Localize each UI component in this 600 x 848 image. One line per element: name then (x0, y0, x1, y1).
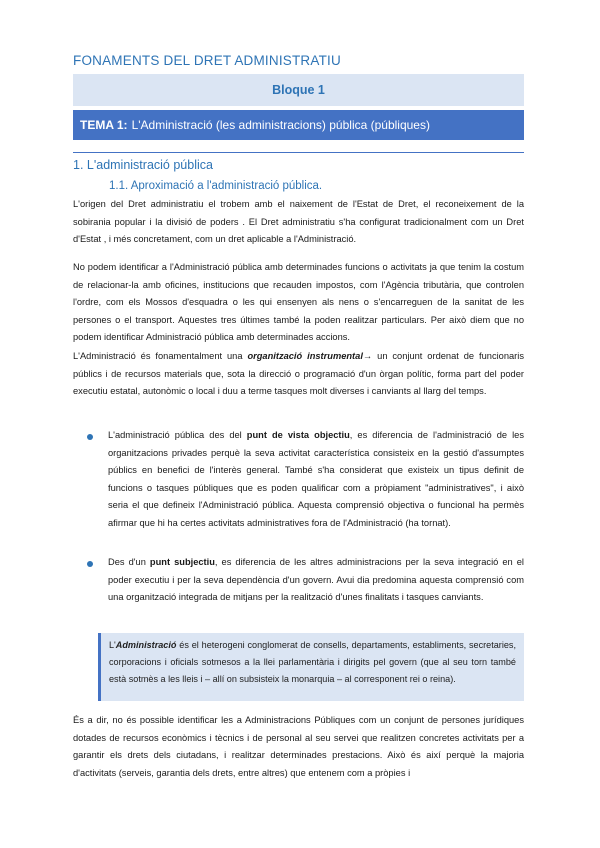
section-subheading: 1.1. Aproximació a l'administració pública. (109, 180, 323, 192)
callout-text: és el heterogeni conglomerat de consells, departaments, establiments, secretaries, corporacions i oficials sotmesos a la llei parlamentària i dirigits pel govern (que al seu torn també està sotmès a les lleis i – allí on subsisteix la monarquia – al corresponent rei o reina). (109, 640, 516, 684)
paragraph-instrumental (73, 348, 524, 401)
bullet-subjective (108, 554, 524, 607)
bullet-dot-icon (87, 561, 93, 567)
tema-text: L'Administració (les administracions) pública (públiques) (131, 118, 430, 132)
bullet-dot-icon (87, 434, 93, 440)
section-divider (73, 152, 524, 153)
bullet-subjective-end: , es diferencia de les altres administracions per la seva integració en el poder executiu i per la seva dependència d'un govern. Avui dia predomina aquesta comprensió com una organització integrada de mitjans per la realització d'unes finalitats i tasques canviants. (108, 557, 524, 602)
bullet-subjective-bold: punt subjectiu (149, 557, 215, 567)
tema-label: TEMA 1: (80, 118, 128, 132)
callout-prefix: L' (109, 640, 116, 650)
bullet-objective-start: L'administració pública des del (108, 430, 247, 440)
bloque-banner: Bloque 1 (73, 74, 524, 106)
paragraph-conclusion: És a dir, no és possible identificar les a Administracions Públiques com un conjunt de persones jurídiques dotades de recursos econòmics i tècnics i de personal al seu servei que realitzen concretes activitats per a garantir els drets dels ciutadans, i realitzar determinades prestacions. Això és així perquè la majoria d'activitats (serveis, garantia dels drets, entre altres) que entenem com a pròpies i (73, 715, 524, 778)
paragraph-instrumental-emphasis: organització instrumental (247, 351, 363, 361)
paragraph-instrumental-start: L'Administració és fonamentalment una (73, 351, 248, 361)
bullet-objective-end: , es diferencia de l'administració de les organitzacions privades perquè la seva activitat característica consisteix en la gestió d'assumptes públics en benefici de l'interès general. També s'ha considerat que existeix un tipus definit de funcions o tasques públiques que es poden qualificar com a pròpiament "administratives", i això seria el que defineix l'Administració pública. Aquesta comprensió objectiva o funcional ha permès afirmar que hi ha certes activitats administratives fora de l'Administració (ha tornat). (108, 430, 525, 528)
tema-banner (73, 110, 524, 140)
arrow-glyph: → (362, 351, 373, 361)
definition-callout (98, 633, 524, 701)
bullet-objective-bold: punt de vista objectiu (246, 430, 350, 440)
paragraph-identification: No podem identificar a l'Administració pública amb determinades funcions o activitats ja que tenim la costum de relacionar-la amb oficines, institucions que recauden impostos, com l'Agència tributària, que controlen l'ordre, com els Mossos d'esquadra o les qui ensenyen als nens o s'encarreguen de la sanitat de les persones o el transport. Aquestes tres últimes també la poden realitzar particulars. Per això diem que no podem identificar Administració pública amb determinades accions. (73, 262, 524, 342)
document-title: FONAMENTS DEL DRET ADMINISTRATIU (73, 53, 341, 68)
section-heading: 1. L'administració pública (73, 158, 213, 172)
bullet-objective (108, 427, 524, 532)
callout-bold: Administració (115, 640, 177, 650)
paragraph-origin: L'origen del Dret administratiu el trobem amb el naixement de l'Estat de Dret, el reconeixement de la sobirania popular i la divisió de poders . El Dret administratiu s'ha configurat tradicionalment com un Dret d'Estat , i més concretament, com un dret aplicable a l'Administració. (73, 199, 524, 244)
bullet-subjective-start: Des d'un (108, 557, 150, 567)
paragraph-instrumental-end: un conjunt ordenat de funcionaris públics i de recursos materials que, sota la direcció o programació d'un òrgan polític, forma part del poder executiu estatal, autonòmic o local i duu a terme tasques molt diverses i canviants al llarg del temps. (73, 351, 524, 396)
